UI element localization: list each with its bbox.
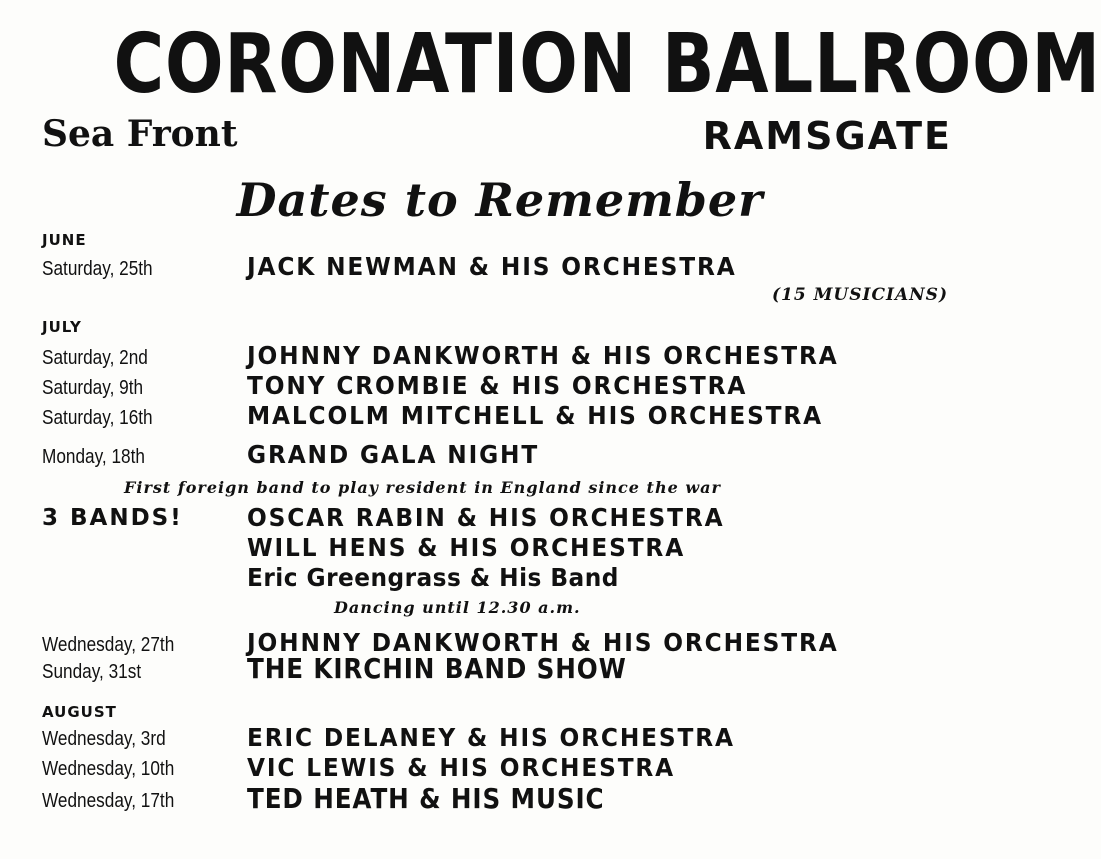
event-act: VIC LEWIS & HIS ORCHESTRA [247, 753, 676, 782]
event-date: Wednesday, 17th [42, 790, 175, 812]
three-bands-label: 3 BANDS! [42, 505, 183, 531]
event-date: Wednesday, 3rd [42, 728, 166, 750]
gala-band: WILL HENS & HIS ORCHESTRA [247, 533, 686, 562]
month-heading-july: JULY [42, 318, 82, 336]
dancing-note: Dancing until 12.30 a.m. [334, 598, 581, 617]
month-heading-august: AUGUST [42, 703, 117, 721]
event-date: Saturday, 2nd [42, 347, 148, 369]
gala-note: First foreign band to play resident in England since the war [124, 478, 721, 497]
event-act: JACK NEWMAN & HIS ORCHESTRA [247, 252, 737, 281]
event-date: Monday, 18th [42, 446, 145, 468]
event-act: GRAND GALA NIGHT [247, 440, 540, 469]
gala-band: OSCAR RABIN & HIS ORCHESTRA [247, 503, 725, 532]
venue-title: CORONATION BALLROOM [113, 17, 1101, 112]
event-date: Wednesday, 10th [42, 758, 175, 780]
event-act: TONY CROMBIE & HIS ORCHESTRA [247, 371, 748, 400]
event-date: Sunday, 31st [42, 661, 142, 683]
event-date: Saturday, 9th [42, 377, 144, 399]
section-subtitle: Dates to Remember [236, 173, 764, 227]
event-act: THE KIRCHIN BAND SHOW [247, 652, 627, 685]
event-act: JOHNNY DANKWORTH & HIS ORCHESTRA [247, 628, 839, 657]
event-act: ERIC DELANEY & HIS ORCHESTRA [247, 723, 735, 752]
event-date: Saturday, 25th [42, 258, 153, 280]
musicians-note: (15 MUSICIANS) [771, 285, 948, 305]
location-town: RAMSGATE [702, 114, 952, 158]
month-heading-june: JUNE [42, 231, 87, 249]
event-date: Saturday, 16th [42, 407, 153, 429]
event-date: Wednesday, 27th [42, 634, 175, 656]
gala-band: Eric Greengrass & His Band [247, 563, 619, 592]
event-act: TED HEATH & HIS MUSIC [247, 782, 605, 815]
location-sea-front: Sea Front [42, 113, 238, 155]
event-act: MALCOLM MITCHELL & HIS ORCHESTRA [247, 401, 824, 430]
event-act: JOHNNY DANKWORTH & HIS ORCHESTRA [247, 341, 839, 370]
